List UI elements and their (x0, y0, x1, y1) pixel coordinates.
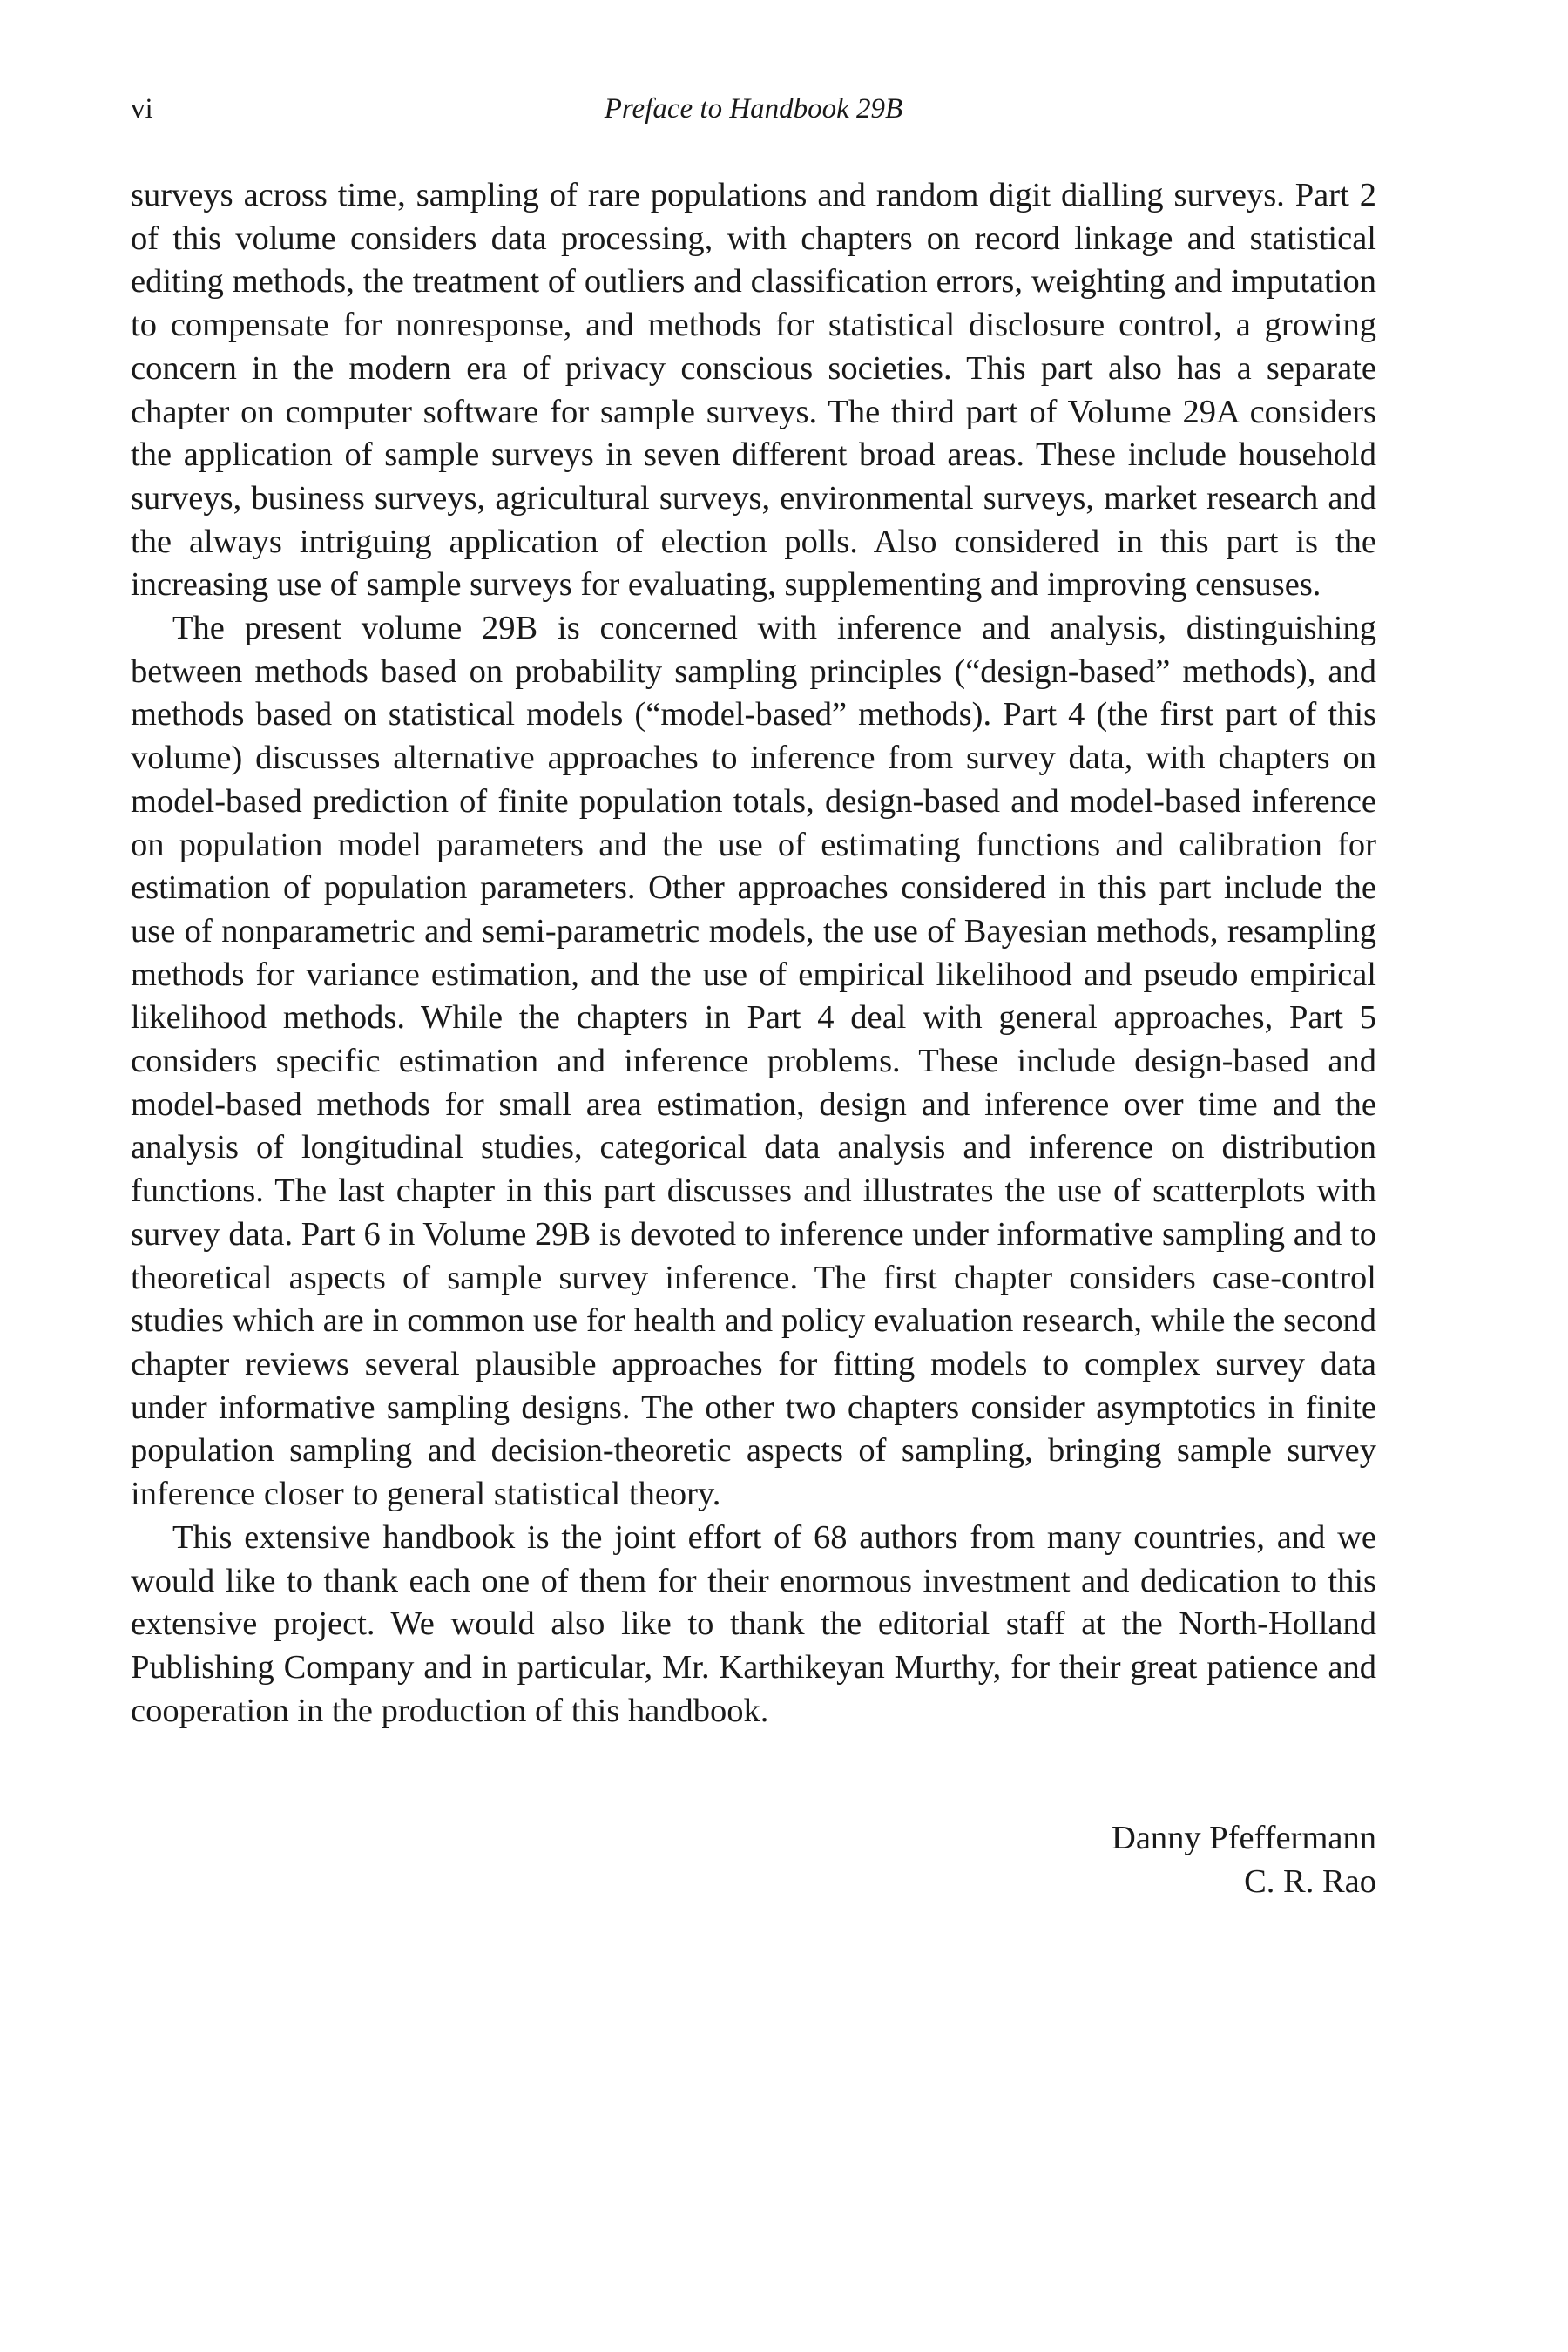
running-head (131, 87, 1376, 131)
body-text (131, 174, 1376, 1733)
paragraph-acknowledgements: This extensive handbook is the joint effort of 68 authors from many countries, and we would like to thank each one of them for their enormous investment and dedication to this extensive project. We would also like to thank the editorial staff at the North-Holland Publishing Company and in particular, Mr. Karthikeyan Murthy, for their great patience and cooperation in the production of this handbook. (131, 1518, 1376, 1729)
running-title: Preface to Handbook 29B (604, 93, 903, 125)
signature-name: Danny Pfeffermann (1112, 1820, 1376, 1856)
signature-block (1112, 1816, 1376, 1903)
paragraph-volume-29b: The present volume 29B is concerned with inference and analysis, distinguishing between methods based on probability sampling principles (“design-based” methods), and methods based on statistical models (“model-based” methods). Part 4 (the first part of this volume) discusses alternative approaches to inference from survey data, with chapters on model-based prediction of finite population totals, design-based and model-based inference on population model parameters and the use of estimating functions and calibration for estimation of population parameters. Other approaches considered in this part include the use of nonparametric and semi-parametric models, the use of Bayesian methods, resampling methods for variance estimation, and the use of empirical likelihood and pseudo empirical likelihood methods. While the chapters in Part 4 deal with general approaches, Part 5 considers specific estimation and inference problems. These include design-based and model-based methods for small area estimation, design and inference over time and the analysis of longitudinal studies, categorical data analysis and inference on distribution functions. The last chapter in this part discusses and illustrates the use of scatterplots with survey data. Part 6 in Volume 29B is devoted to inference under informative sampling and to theoretical aspects of sample survey inference. The first chapter considers case-control studies which are in common use for health and policy evaluation research, while the second chapter reviews several plausible approaches for fitting models to complex survey data under informative sampling designs. The other two chapters consider asymptotics in finite population sampling and decision-theoretic aspects of sampling, bringing sample survey inference closer to general statistical theory. (131, 610, 1376, 1513)
page-number: vi (131, 93, 153, 125)
paragraph-continuation: surveys across time, sampling of rare populations and random digit dialling surveys. Part 2 of this volume considers data processing, with chapters on record linkage and statistical editing methods, the treatment of outliers and classification errors, weighting and imputation to compensate for nonresponse, and methods for statistical disclosure control, a growing concern in the modern era of privacy conscious societies. This part also has a separate chapter on computer software for sample surveys. The third part of Volume 29A considers the application of sample surveys in seven different broad areas. These include household surveys, business surveys, agricultural surveys, environmental surveys, market research and the always intriguing application of election polls. Also considered in this part is the increasing use of sample surveys for evaluating, supplementing and improving censuses. (131, 177, 1376, 604)
signature-name: C. R. Rao (1244, 1863, 1376, 1900)
